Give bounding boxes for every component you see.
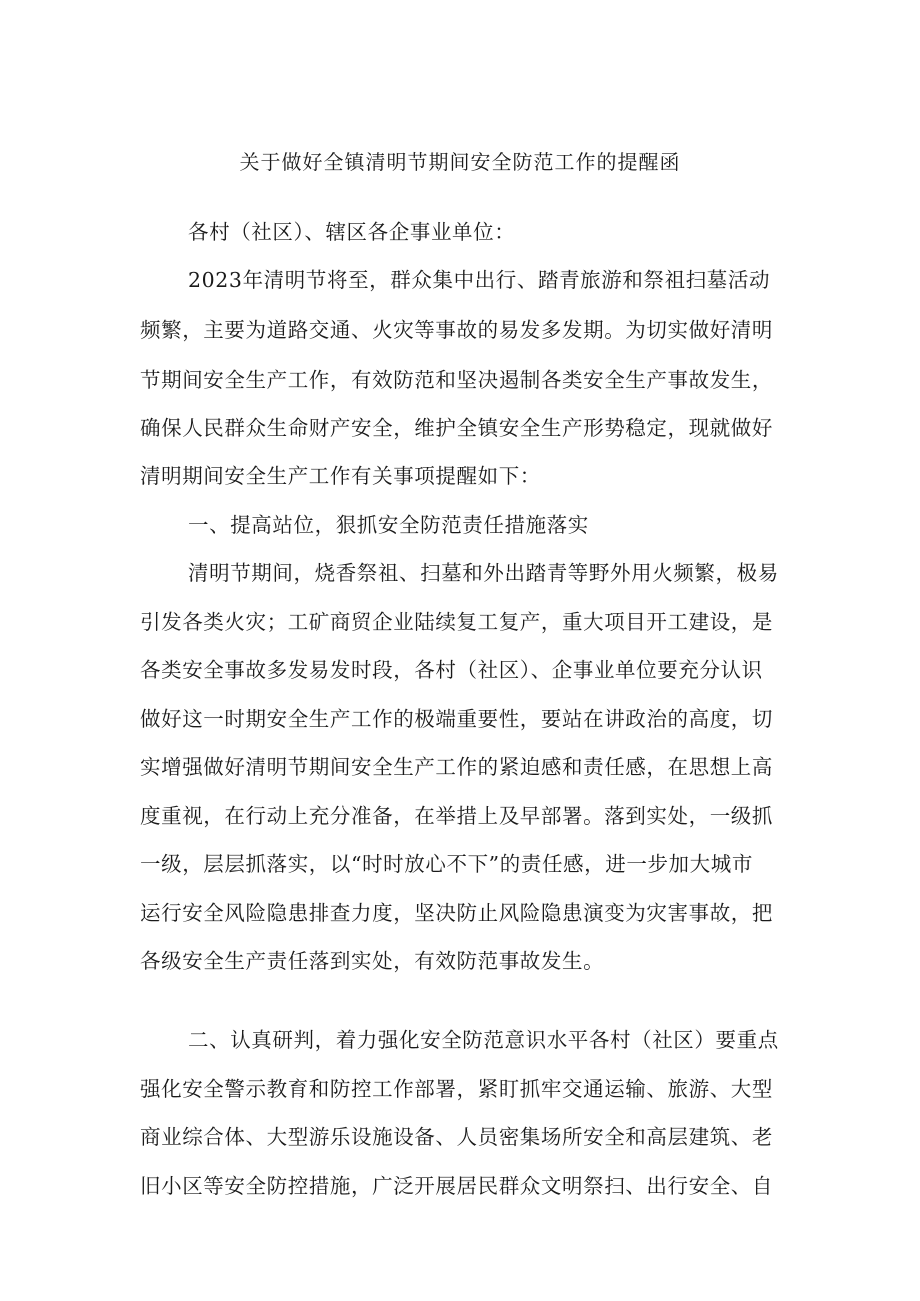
intro-line: 频繁，主要为道路交通、火灾等事故的易发多发期。为切实做好清明: [140, 318, 773, 342]
section1-line: 度重视，在行动上充分准备，在举措上及早部署。落到实处，一级抓: [140, 804, 773, 828]
intro-line: 清明期间安全生产工作有关事项提醒如下：: [140, 464, 541, 488]
intro-line: 确保人民群众生命财产安全，维护全镇安全生产形势稳定，现就做好: [140, 416, 773, 440]
intro-line: 2023年清明节将至，群众集中出行、踏青旅游和祭祖扫墓活动: [188, 268, 771, 292]
section1-line: 实增强做好清明节期间安全生产工作的紧迫感和责任感，在思想上高: [140, 755, 773, 779]
section1-line: 做好这一时期安全生产工作的极端重要性，要站在讲政治的高度，切: [140, 707, 773, 731]
document-title: 关于做好全镇清明节期间安全防范工作的提醒函: [239, 150, 681, 174]
section1-line: 清明节期间，烧香祭祖、扫墓和外出踏青等野外用火频繁，极易: [188, 561, 779, 585]
salutation: 各村（社区）、辖区各企事业单位：: [188, 220, 516, 244]
section2-line: 二、认真研判，着力强化安全防范意识水平各村（社区）要重点: [188, 1028, 779, 1052]
intro-line: 节期间安全生产工作，有效防范和坚决遏制各类安全生产事故发生，: [140, 368, 773, 392]
section1-line: 一级，层层抓落实，以“时时放心不下”的责任感，进一步加大城市: [140, 852, 753, 876]
section1-line: 引发各类火灾；工矿商贸企业陆续复工复产，重大项目开工建设，是: [140, 610, 773, 634]
section1-line: 各级安全生产责任落到实处，有效防范事故发生。: [140, 949, 605, 973]
section2-line: 商业综合体、大型游乐设施设备、人员密集场所安全和高层建筑、老: [140, 1125, 773, 1149]
section2-line: 强化安全警示教育和防控工作部署，紧盯抓牢交通运输、旅游、大型: [140, 1077, 773, 1101]
section2-line: 旧小区等安全防控措施，广泛开展居民群众文明祭扫、出行安全、自: [140, 1174, 773, 1198]
section1-heading: 一、提高站位，狠抓安全防范责任措施落实: [188, 513, 589, 537]
section1-line: 运行安全风险隐患排查力度，坚决防止风险隐患演变为灾害事故，把: [140, 901, 773, 925]
section1-line: 各类安全事故多发易发时段，各村（社区）、企事业单位要充分认识: [140, 658, 763, 682]
